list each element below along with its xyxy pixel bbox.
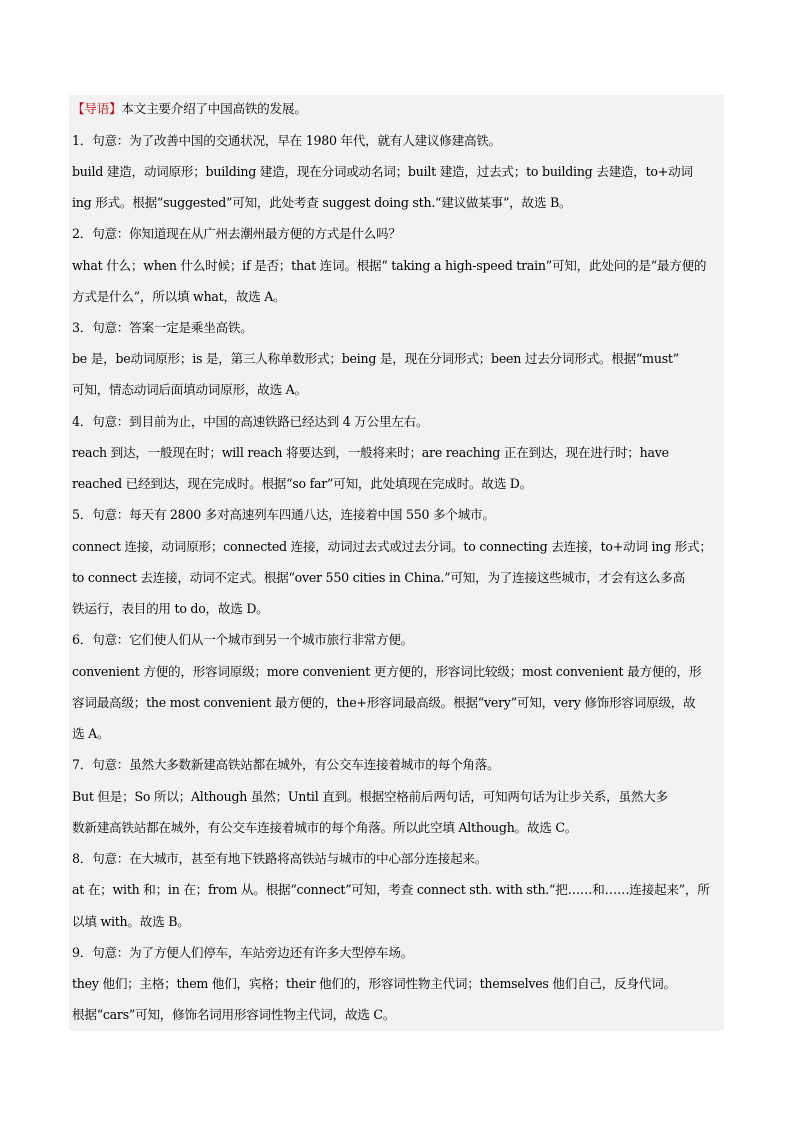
text-line: build 建造，动词原形；building 建造，现在分词或动名词；built 建造，过去式；to building 去建造，to+动词 [72,164,693,179]
text-line: 根据“cars”可知，修饰名词用形容词性物主代词，故选 C。 [72,1007,396,1022]
intro-text: 本文主要介绍了中国高铁的发展。 [121,101,307,116]
intro-label: 【导语】 [72,101,122,116]
text-line: 1．句意：为了改善中国的交通状况，早在 1980 年代，就有人建议修建高铁。 [72,133,501,148]
text-line: they 他们；主格；them 他们，宾格；their 他们的，形容词性物主代词；themselves 他们自己，反身代词。 [72,976,676,991]
text-line: 可知，情态动词后面填动词原形，故选 A。 [72,382,307,397]
answer-explanation-block [69,95,724,1031]
text-line: 7．句意：虽然大多数新建高铁站都在城外，有公交车连接着城市的每个角落。 [72,757,500,772]
text-line: what 什么；when 什么时候；if 是否；that 连词。根据“ taking a high-speed train”可知，此处问的是“最方便的 [72,258,707,273]
text-line: 铁运行，表目的用 to do，故选 D。 [72,601,269,616]
text-line: to connect 去连接，动词不定式。根据“over 550 cities in China.”可知，为了连接这些城市，才会有这么多高 [72,570,685,585]
text-line: 8．句意：在大城市，甚至有地下铁路将高铁站与城市的中心部分连接起来。 [72,851,488,866]
text-line: convenient 方便的，形容词原级；more convenient 更方便的，形容词比较级；most convenient 最方便的，形 [72,664,702,679]
text-line: 数新建高铁站都在城外，有公交车连接着城市的每个角落。所以此空填 Although。故选 C。 [72,820,578,835]
text-line: reach 到达，一般现在时；will reach 将要达到，一般将来时；are reaching 正在到达，现在进行时；have [72,445,669,460]
text-line: 4．句意：到目前为止，中国的高速铁路已经达到 4 万公里左右。 [72,414,429,429]
text-line: reached 已经到达，现在完成时。根据“so far”可知，此处填现在完成时。故选 D。 [72,476,533,491]
text-line: 以填 with。故选 B。 [72,914,190,929]
text-line: 2．句意：你知道现在从广州去潮州最方便的方式是什么吗？ [72,226,401,241]
text-line: 5．句意：每天有 2800 多对高速列车四通八达，连接着中国 550 多个城市。 [72,507,495,522]
text-line: 方式是什么”，所以填 what，故选 A。 [72,289,286,304]
intro-line [72,99,724,119]
text-line: connect 连接，动词原形；connected 连接，动词过去式或过去分词。to connecting 去连接，to+动词 ing 形式； [72,539,712,554]
text-line: ing 形式。根据“suggested”可知，此处考查 suggest doing sth.“建议做某事”，故选 B。 [72,195,572,210]
text-line: But 但是；So 所以；Although 虽然；Until 直到。根据空格前后两句话，可知两句话为让步关系，虽然大多 [72,789,668,804]
text-line: 3．句意：答案一定是乘坐高铁。 [72,320,253,335]
text-line: 容词最高级；the most convenient 最方便的，the+形容词最高级。根据“very”可知，very 修饰形容词原级，故 [72,695,696,710]
text-line: be 是，be动词原形；is 是，第三人称单数形式；being 是，现在分词形式；been 过去分词形式。根据“must” [72,351,679,366]
text-line: at 在；with 和；in 在；from 从。根据“connect”可知，考查 connect sth. with sth.“把……和……连接起来”，所 [72,882,710,897]
text-line: 9．句意：为了方便人们停车，车站旁边还有许多大型停车场。 [72,945,414,960]
text-line: 6．句意：它们使人们从一个城市到另一个城市旅行非常方便。 [72,632,414,647]
text-line: 选 A。 [72,726,110,741]
